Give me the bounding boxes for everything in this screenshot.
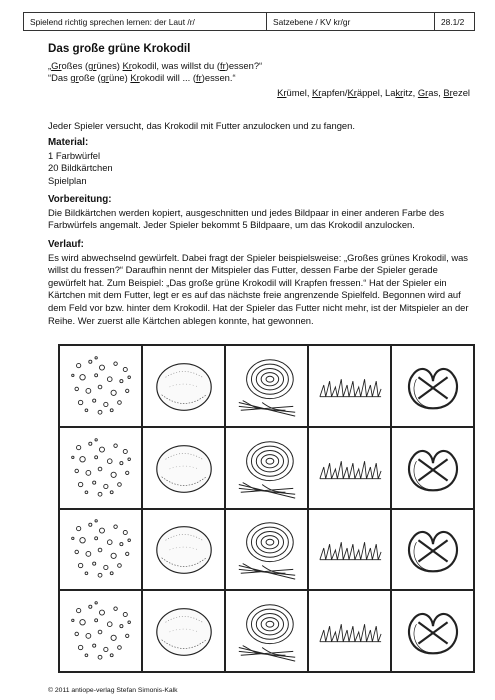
game-board-grid bbox=[58, 344, 475, 673]
verlauf-heading: Verlauf: bbox=[48, 239, 84, 250]
material-item: 1 Farbwürfel bbox=[48, 149, 101, 161]
crumbs-icon bbox=[66, 597, 136, 665]
picture-card bbox=[308, 590, 391, 672]
picture-card bbox=[391, 345, 474, 427]
picture-card bbox=[59, 427, 142, 509]
picture-card bbox=[308, 509, 391, 591]
krapfen-icon bbox=[149, 352, 219, 420]
picture-card bbox=[59, 345, 142, 427]
picture-card bbox=[225, 590, 308, 672]
vorbereitung-section bbox=[48, 194, 473, 232]
header-topic: Spielend richtig sprechen lernen: der Laut /r/ bbox=[24, 13, 267, 30]
picture-card bbox=[59, 509, 142, 591]
picture-card bbox=[391, 427, 474, 509]
vorbereitung-text: Die Bildkärtchen werden kopiert, ausgeschnitten und jedes Bildpaar in einer anderen Farbe des Farbwürfels angemalt. Jeder Spieler bekommt 5 Bildpaare, um das Krokodil anzulocken. bbox=[48, 206, 445, 231]
picture-card bbox=[225, 509, 308, 591]
material-item: Spielplan bbox=[48, 174, 87, 186]
food-word-list: Krümel, Krapfen/Kräppel, Lakritz, Gras, Brezel bbox=[277, 87, 470, 98]
material-heading: Material: bbox=[48, 137, 89, 148]
lakritz-icon bbox=[232, 434, 302, 502]
copyright-footer: © 2011 antiope-verlag Stefan Simonis-Kalk bbox=[48, 687, 178, 694]
picture-card bbox=[142, 509, 225, 591]
picture-card bbox=[142, 427, 225, 509]
lakritz-icon bbox=[232, 352, 302, 420]
pretzel-icon bbox=[398, 515, 468, 583]
picture-card bbox=[59, 590, 142, 672]
pretzel-icon bbox=[398, 434, 468, 502]
grass-icon bbox=[315, 597, 385, 665]
crumbs-icon bbox=[66, 515, 136, 583]
grass-icon bbox=[315, 352, 385, 420]
lakritz-icon bbox=[232, 515, 302, 583]
header-page: 28.1/2 bbox=[441, 16, 465, 27]
verlauf-section bbox=[48, 239, 473, 327]
picture-card bbox=[391, 590, 474, 672]
crumbs-icon bbox=[66, 434, 136, 502]
vorbereitung-heading: Vorbereitung: bbox=[48, 194, 112, 205]
header-level: Satzebene / KV kr/gr bbox=[267, 13, 435, 30]
example-answer: “Das große (grüne) Krokodil will ... (fr)essen.“ bbox=[48, 72, 236, 83]
header-bar bbox=[23, 12, 475, 31]
crumbs-icon bbox=[66, 352, 136, 420]
intro-text: Jeder Spieler versucht, das Krokodil mit Futter anzulocken und zu fangen. bbox=[48, 120, 355, 131]
krapfen-icon bbox=[149, 597, 219, 665]
picture-card bbox=[225, 345, 308, 427]
picture-card bbox=[142, 590, 225, 672]
picture-card bbox=[308, 345, 391, 427]
material-section bbox=[48, 137, 473, 187]
pretzel-icon bbox=[398, 597, 468, 665]
example-question: „Großes (grünes) Krokodil, was willst du (fr)essen?“ bbox=[48, 60, 263, 71]
picture-card bbox=[142, 345, 225, 427]
krapfen-icon bbox=[149, 434, 219, 502]
lakritz-icon bbox=[232, 597, 302, 665]
grass-icon bbox=[315, 515, 385, 583]
picture-card bbox=[391, 509, 474, 591]
krapfen-icon bbox=[149, 515, 219, 583]
grass-icon bbox=[315, 434, 385, 502]
page-title: Das große grüne Krokodil bbox=[48, 42, 191, 55]
verlauf-text: Es wird abwechselnd gewürfelt. Dabei fragt der Spieler beispielsweise: „Großes grünes Krokodil, was willst du fressen?“ Daraufhin nennt der Mitspieler das Futter, dessen Farbe der Spieler gerade gewürfelt hat. Zum Beispiel: „Das große grüne Krokodil will Krapfen fressen.“ Hat der Spieler ein Kärtchen mit dem Futter, legt er es auf das nächste freie angrenzende Spielfeld. Begonnen wird auf dem Feld vor bzw. hinter dem Krokodil. Hat der Spieler das Futter nicht mehr, ist der Mitspieler an der Reihe. Wer zuerst alle Kärtchen ablegen konnte, hat gewonnen. bbox=[48, 251, 469, 326]
pretzel-icon bbox=[398, 352, 468, 420]
picture-card bbox=[308, 427, 391, 509]
picture-card bbox=[225, 427, 308, 509]
material-item: 20 Bildkärtchen bbox=[48, 162, 113, 174]
